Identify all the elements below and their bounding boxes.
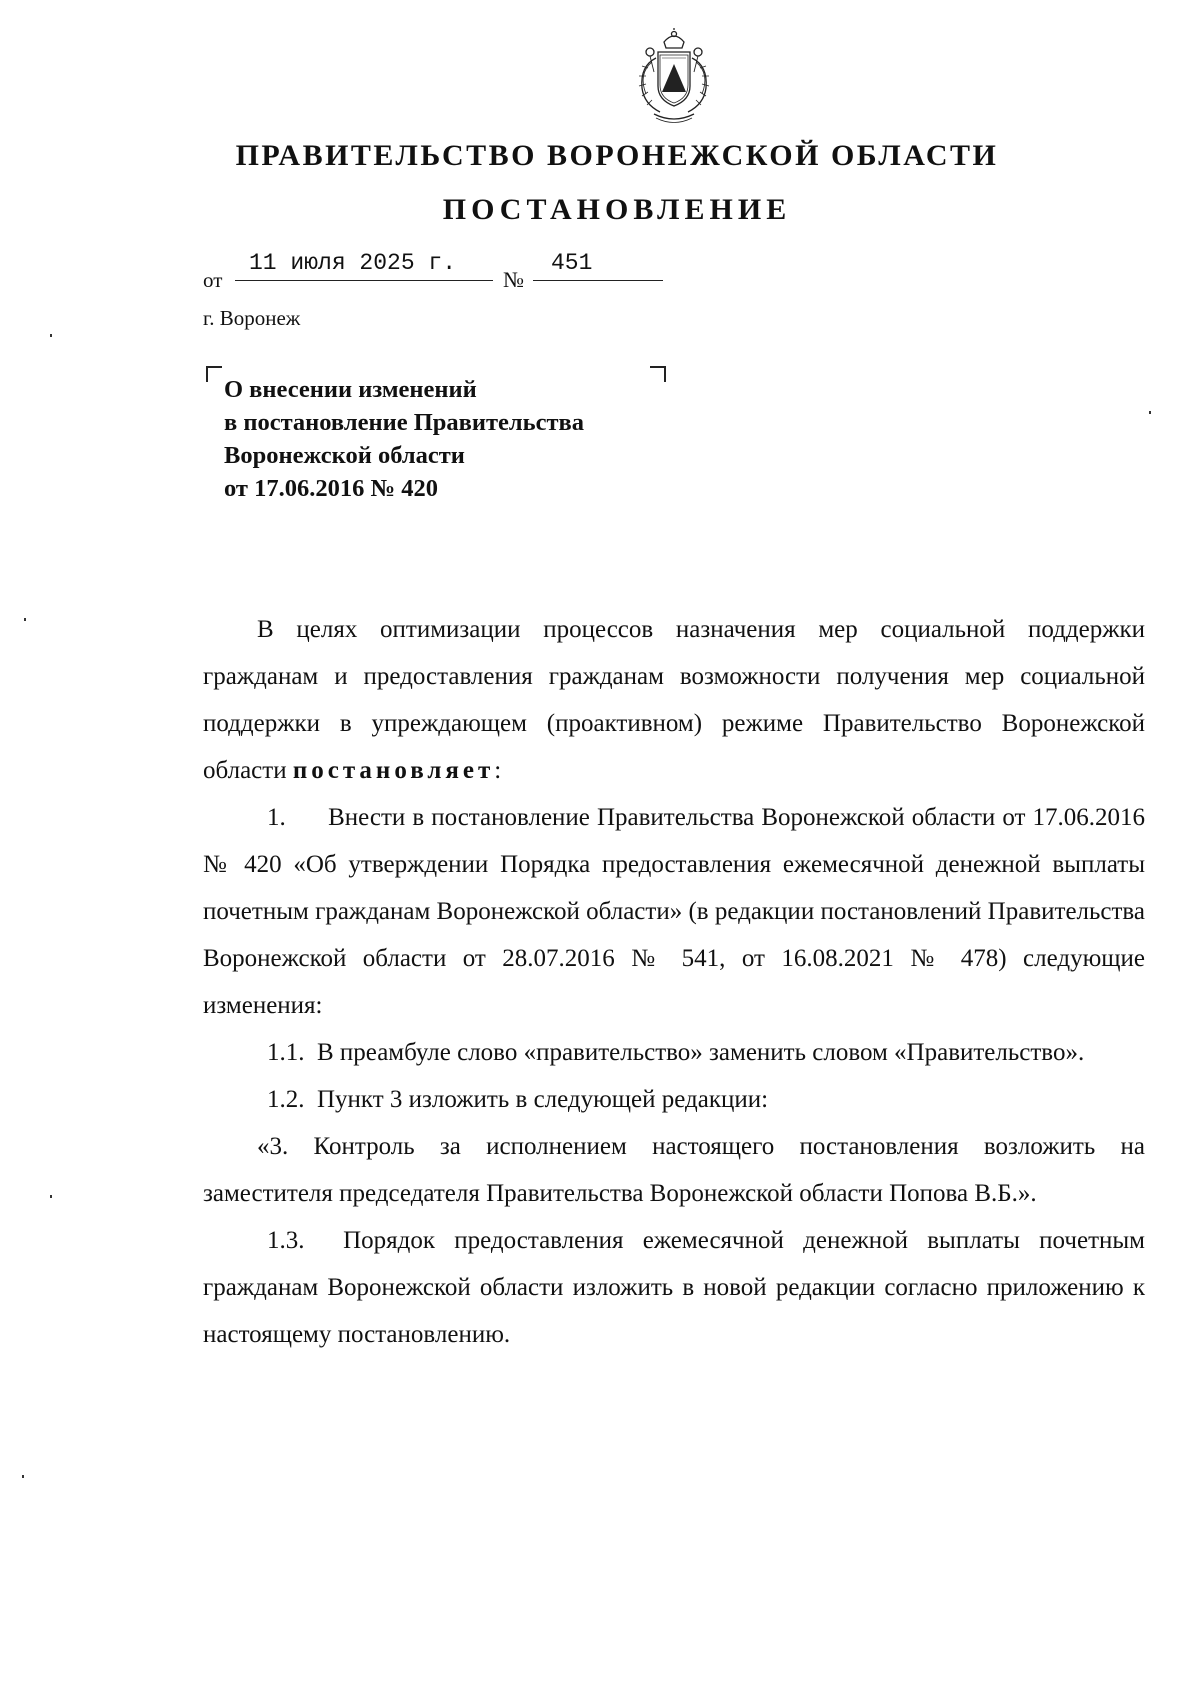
item-1-1-paragraph: 1.1. В преамбуле слово «правительство» заменить словом «Правительство». (267, 1039, 1085, 1066)
document-subject (224, 373, 584, 505)
preamble-colon: : (494, 757, 502, 784)
subject-line: от 17.06.2016 № 420 (224, 475, 438, 502)
document-number: 451 (551, 250, 593, 276)
date-field (235, 244, 493, 281)
government-title: ПРАВИТЕЛЬСТВО ВОРОНЕЖСКОЙ ОБЛАСТИ (235, 139, 999, 172)
item-1-paragraph: 1. Внести в постановление Правительства Воронежской области от 17.06.2016 № 420 «Об утверждении Порядка предоставления ежемесячной денежной выплаты почетным гражданам Воронежской области» (в редакции постановлений Правительства Воронежской области от 28.07.2016 № 541, от 16.08.2021 № 478) следующие изменения: (203, 804, 1152, 1019)
dateline (203, 244, 663, 292)
document-type: ПОСТАНОВЛЕНИЕ (442, 193, 792, 226)
item-1-3-paragraph: 1.3. Порядок предоставления ежемесячной денежной выплаты почетным гражданам Воронежской области изложить в новой редакции согласно приложению к настоящему постановлению. (203, 1227, 1152, 1348)
document-date: 11 июля 2025 г. (249, 250, 457, 276)
subject-line: в постановление Правительства (224, 409, 584, 436)
scan-speck (50, 334, 52, 337)
subject-line: О внесении изменений (224, 376, 477, 403)
coat-of-arms-icon (626, 28, 722, 128)
preamble-paragraph (203, 606, 1145, 794)
number-label: № (503, 267, 524, 292)
item-1-2-quote-paragraph: «3. Контроль за исполнением настоящего постановления возложить на заместителя председателя Правительства Воронежской области Попова В.Б.». (203, 1133, 1145, 1207)
document-body (203, 606, 1152, 1358)
scan-speck (1149, 411, 1151, 414)
item-1-2-paragraph: 1.2. Пункт 3 изложить в следующей редакции: (267, 1086, 769, 1113)
scan-speck (50, 1195, 52, 1198)
scan-speck (22, 1475, 24, 1478)
number-field (533, 244, 663, 281)
subject-line: Воронежской области (224, 442, 465, 469)
scan-speck (24, 618, 26, 621)
subject-bracket-left (206, 366, 222, 382)
preamble-text: В целях оптимизации процессов назначения мер социальной поддержки гражданам и предоставления гражданам возможности получения мер социальной поддержки в упреждающем (проактивном) режиме Правительство Воронежской области (203, 616, 1145, 784)
subject-bracket-right (650, 366, 666, 382)
city: г. Воронеж (203, 306, 301, 330)
preamble-keyword: постановляет (292, 757, 495, 784)
date-prefix: от (203, 268, 223, 292)
